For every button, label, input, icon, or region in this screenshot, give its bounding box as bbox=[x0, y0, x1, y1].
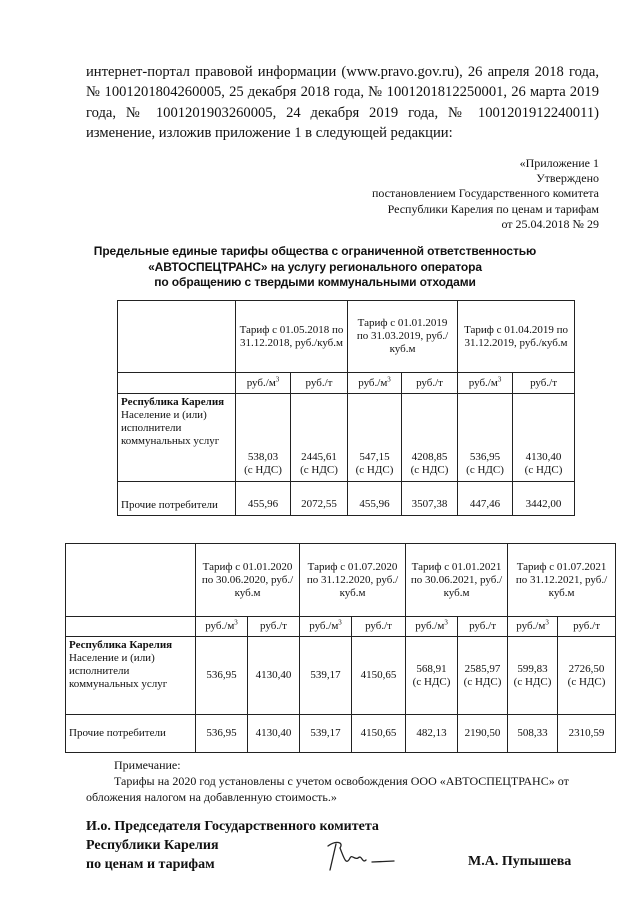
table-cell: 536,95 (с НДС) bbox=[458, 394, 513, 482]
unit-header-m3: $руб./м^3$ bbox=[236, 373, 291, 394]
empty-header-cell bbox=[66, 617, 196, 637]
appendix-line: Республики Карелия по ценам и тарифам bbox=[387, 201, 599, 216]
unit-header-m3: $руб./м^3$ bbox=[508, 617, 558, 637]
table-cell: 536,95 bbox=[196, 637, 248, 715]
table-cell: 539,17 bbox=[300, 637, 352, 715]
unit-header-t: руб./т bbox=[458, 617, 508, 637]
table-cell: 2310,59 bbox=[558, 715, 616, 753]
table-cell: 482,13 bbox=[406, 715, 458, 753]
unit-header-m3: $руб./м^3$ bbox=[458, 373, 513, 394]
table-cell: 568,91 (с НДС) bbox=[406, 637, 458, 715]
unit-header-m3: $руб./м^3$ bbox=[300, 617, 352, 637]
heading-line: «АВТОСПЕЦТРАНС» на услугу регионального оператора bbox=[148, 259, 482, 274]
table-cell: 3442,00 bbox=[513, 482, 575, 516]
table-row-others bbox=[66, 715, 616, 753]
table-cell: 2726,50 (с НДС) bbox=[558, 637, 616, 715]
table-cell: 4130,40 bbox=[248, 715, 300, 753]
empty-header-cell bbox=[66, 544, 196, 617]
empty-header-cell bbox=[118, 301, 236, 373]
table-cell: 508,33 bbox=[508, 715, 558, 753]
table-cell: 4150,65 bbox=[352, 715, 406, 753]
row-label-population bbox=[118, 394, 236, 482]
heading-line: Предельные единые тарифы общества с ограниченной ответственностью bbox=[93, 244, 537, 258]
appendix-line: от 25.04.2018 № 29 bbox=[501, 216, 599, 231]
signer-title-line: Республики Карелия bbox=[86, 838, 219, 853]
population-label: Население и (или) исполнители коммунальных услуг bbox=[121, 409, 220, 447]
table-cell: 539,17 bbox=[300, 715, 352, 753]
period-header: Тариф с 01.07.2020 по 31.12.2020, руб./куб.м bbox=[300, 544, 406, 617]
table-cell: 4130,40 bbox=[248, 637, 300, 715]
unit-header-m3: $руб./м^3$ bbox=[348, 373, 402, 394]
signer-name: М.А. Пупышева bbox=[468, 854, 572, 869]
table-cell: 2072,55 bbox=[291, 482, 348, 516]
unit-header-t: руб./т bbox=[291, 373, 348, 394]
region-label: Республика Карелия bbox=[69, 639, 173, 651]
region-label: Республика Карелия bbox=[121, 396, 225, 408]
table-cell: 4150,65 bbox=[352, 637, 406, 715]
note-title: Примечание: bbox=[114, 758, 181, 772]
unit-header-t: руб./т bbox=[248, 617, 300, 637]
signer-title-line: И.о. Председателя Государственного комитета bbox=[86, 819, 379, 834]
table-cell: 547,15 (с НДС) bbox=[348, 394, 402, 482]
table-cell: 455,96 bbox=[348, 482, 402, 516]
unit-header-m3: $руб./м^3$ bbox=[196, 617, 248, 637]
empty-header-cell bbox=[118, 373, 236, 394]
unit-header-t: руб./т bbox=[558, 617, 616, 637]
table-cell: 536,95 bbox=[196, 715, 248, 753]
period-header: Тариф с 01.01.2020 по 30.06.2020, руб./куб.м bbox=[196, 544, 300, 617]
appendix-line: Утверждено bbox=[536, 171, 599, 186]
unit-header-m3: $руб./м^3$ bbox=[406, 617, 458, 637]
appendix-line: «Приложение 1 bbox=[519, 156, 599, 170]
table-cell: 2445,61 (с НДС) bbox=[291, 394, 348, 482]
handwritten-signature-icon bbox=[322, 836, 402, 876]
table-row-population bbox=[66, 637, 616, 715]
table-row-others bbox=[118, 482, 575, 516]
table-cell: 538,03 (с НДС) bbox=[236, 394, 291, 482]
note-block bbox=[86, 757, 606, 805]
unit-header-t: руб./т bbox=[513, 373, 575, 394]
row-label-others: Прочие потребители bbox=[66, 715, 196, 753]
appendix-line: постановлением Государственного комитета bbox=[371, 186, 599, 201]
population-label: Население и (или) исполнители коммунальных услуг bbox=[69, 652, 168, 690]
row-label-others: Прочие потребители bbox=[118, 482, 236, 516]
period-header: Тариф с 01.04.2019 по 31.12.2019, руб./куб.м bbox=[458, 301, 575, 373]
table-cell: 2190,50 bbox=[458, 715, 508, 753]
tariff-table-2020-2021 bbox=[65, 543, 616, 753]
unit-header-t: руб./т bbox=[352, 617, 406, 637]
intro-paragraph: интернет-портал правовой информации (www.pravo.gov.ru), 26 апреля 2018 года, № 1001201804260005, 25 декабря 2018 года, № 1001201812250001, 26 марта 2019 года, № 1001201903260005, 24 декабря 2019 года, № 1001201912240011) изменение, изложив приложение 1 в следующей редакции: bbox=[86, 64, 599, 142]
table-cell: 4208,85 (с НДС) bbox=[402, 394, 458, 482]
unit-header-t: руб./т bbox=[402, 373, 458, 394]
table-cell: 447,46 bbox=[458, 482, 513, 516]
period-header: Тариф с 01.01.2019 по 31.03.2019, руб./куб.м bbox=[348, 301, 458, 373]
table-cell: 599,83 (с НДС) bbox=[508, 637, 558, 715]
note-text: Тарифы на 2020 год установлены с учетом освобождения ООО «АВТОСПЕЦТРАНС» от обложения налогом на добавленную стоимость.» bbox=[86, 774, 569, 804]
table-cell: 2585,97 (с НДС) bbox=[458, 637, 508, 715]
table-heading bbox=[90, 244, 540, 291]
table-cell: 3507,38 bbox=[402, 482, 458, 516]
period-header: Тариф с 01.05.2018 по 31.12.2018, руб./куб.м bbox=[236, 301, 348, 373]
table-cell: 455,96 bbox=[236, 482, 291, 516]
appendix-approval-block bbox=[372, 156, 599, 232]
tariff-table-2018-2019 bbox=[117, 300, 575, 516]
table-row-population bbox=[118, 394, 575, 482]
row-label-population bbox=[66, 637, 196, 715]
heading-line: по обращению с твердыми коммунальными отходами bbox=[154, 275, 476, 289]
signer-title-line: по ценам и тарифам bbox=[86, 857, 215, 872]
period-header: Тариф с 01.07.2021 по 31.12.2021, руб./куб.м bbox=[508, 544, 616, 617]
period-header: Тариф с 01.01.2021 по 30.06.2021, руб./куб.м bbox=[406, 544, 508, 617]
table-cell: 4130,40 (с НДС) bbox=[513, 394, 575, 482]
